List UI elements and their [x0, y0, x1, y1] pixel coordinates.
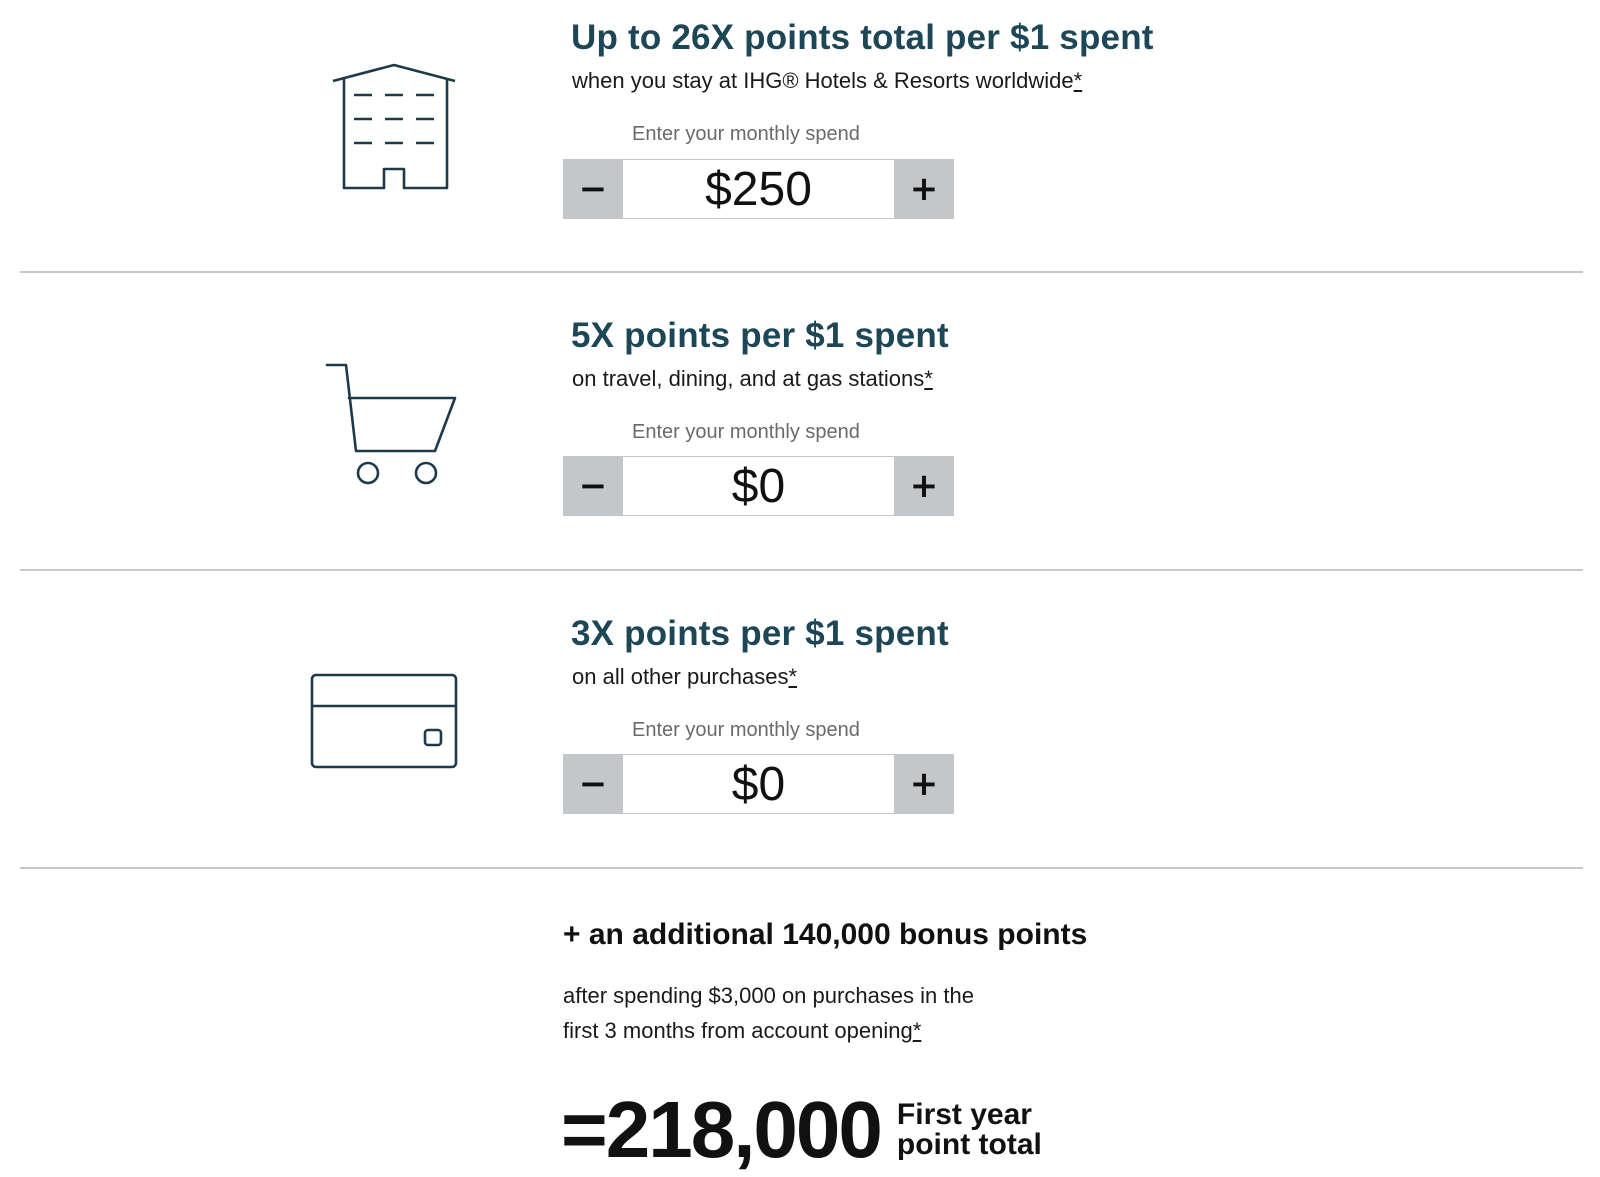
total-points-label	[897, 1100, 1042, 1160]
bonus-points-heading: + an additional 140,000 bonus points	[563, 918, 1088, 951]
hotel-building-icon	[330, 63, 460, 191]
other-points-section	[0, 596, 1600, 894]
hotel-points-subtext	[572, 68, 1082, 94]
other-disclaimer-link[interactable]: *	[788, 664, 798, 689]
travel-spend-stepper	[563, 456, 954, 516]
shopping-cart-icon	[325, 363, 460, 483]
bonus-description-line2: first 3 months from account opening	[563, 1018, 913, 1043]
section-divider	[20, 271, 1583, 273]
first-year-total	[561, 1085, 1042, 1175]
other-spend-stepper	[563, 754, 954, 814]
hotel-spend-label: Enter your monthly spend	[632, 123, 860, 145]
other-increment-button[interactable]: +	[894, 754, 954, 814]
hotel-points-section	[0, 0, 1600, 298]
total-label-line2: point total	[896, 1128, 1042, 1161]
hotel-points-subtext-text: when you stay at IHG® Hotels & Resorts worldwide	[572, 68, 1074, 93]
hotel-decrement-button[interactable]: −	[563, 159, 623, 219]
hotel-spend-input[interactable]	[623, 159, 894, 219]
hotel-points-heading: Up to 26X points total per $1 spent	[571, 18, 1154, 57]
travel-points-heading: 5X points per $1 spent	[571, 316, 949, 355]
bonus-points-description	[563, 978, 1083, 1048]
hotel-increment-button[interactable]: +	[894, 159, 954, 219]
section-divider	[20, 569, 1583, 571]
travel-spend-input[interactable]	[623, 456, 894, 516]
bonus-description-line1: after spending $3,000 on purchases in the	[563, 983, 974, 1008]
travel-points-section	[0, 298, 1600, 596]
hotel-spend-stepper	[563, 159, 954, 219]
travel-points-subtext-text: on travel, dining, and at gas stations	[572, 366, 925, 391]
hotel-disclaimer-link[interactable]: *	[1073, 68, 1083, 93]
credit-card-icon	[310, 673, 458, 769]
other-decrement-button[interactable]: −	[563, 754, 623, 814]
other-spend-input[interactable]	[623, 754, 894, 814]
total-points-value: =218,000	[561, 1085, 881, 1174]
total-label-line1: First year	[896, 1098, 1032, 1131]
section-divider	[20, 867, 1583, 869]
other-points-subtext	[572, 664, 797, 690]
travel-increment-button[interactable]: +	[894, 456, 954, 516]
travel-spend-label: Enter your monthly spend	[632, 421, 860, 443]
travel-decrement-button[interactable]: −	[563, 456, 623, 516]
bonus-disclaimer-link[interactable]: *	[912, 1018, 922, 1043]
travel-points-subtext	[572, 366, 933, 392]
travel-disclaimer-link[interactable]: *	[924, 366, 933, 391]
other-points-subtext-text: on all other purchases	[572, 664, 789, 689]
other-points-heading: 3X points per $1 spent	[571, 614, 949, 653]
other-spend-label: Enter your monthly spend	[632, 719, 860, 741]
